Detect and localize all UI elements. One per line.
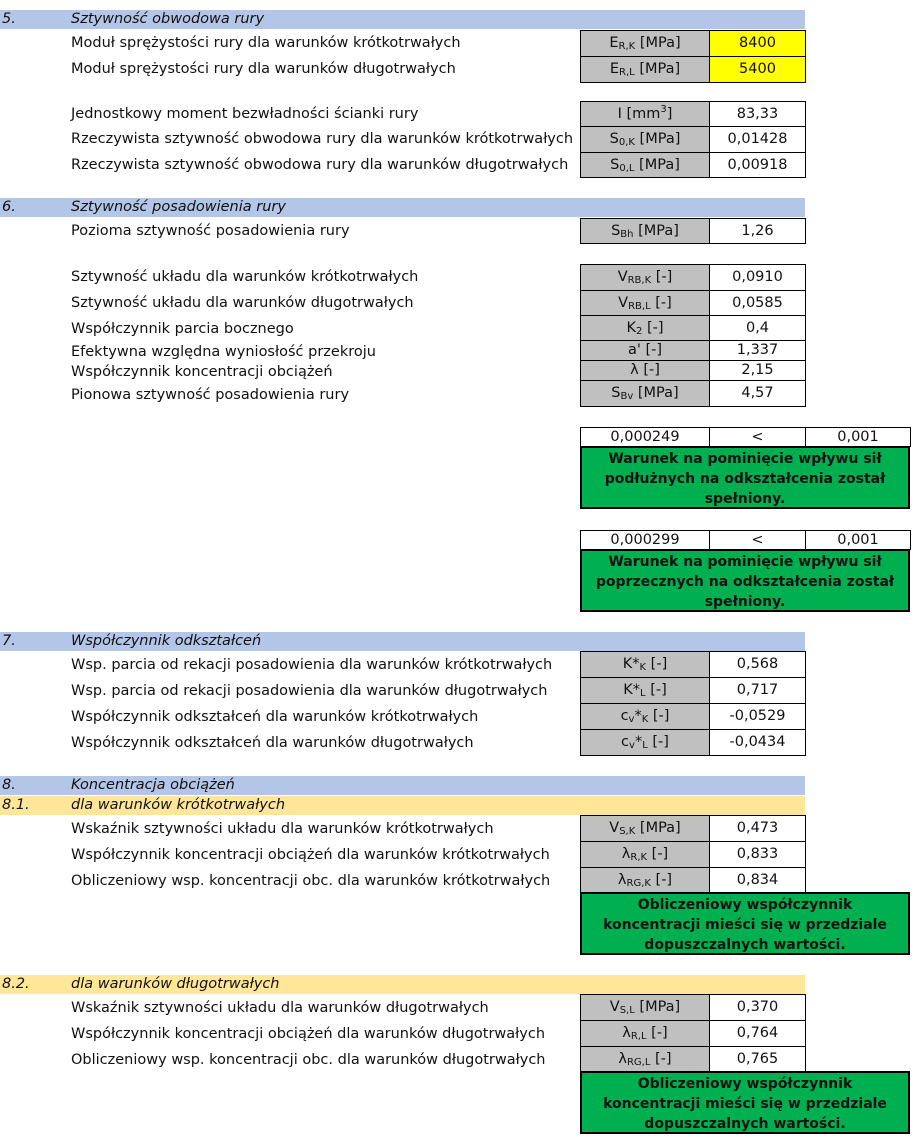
value-cell: 0,568 (709, 651, 806, 678)
subsection-number: 8.1. (2, 797, 30, 813)
row-label: Obliczeniowy wsp. koncentracji obc. dla warunków krótkotrwałych (71, 873, 551, 889)
value-cell: 0,01428 (709, 126, 806, 153)
symbol-cell: $S_{0,L}$ [MPa] (580, 152, 710, 178)
row-label: Wskaźnik sztywności układu dla warunków krótkotrwałych (71, 821, 494, 837)
symbol-cell: $\lambda_{RG,K}$ [-] (580, 867, 710, 894)
symbol-cell: $c_v*_K$ [-] (580, 703, 710, 730)
row-label: Współczynnik koncentracji obciążeń dla warunków długotrwałych (71, 1026, 546, 1042)
input-value-cell[interactable]: 5400 (709, 56, 806, 83)
symbol-cell: $c_v*_L$ [-] (580, 729, 710, 756)
row-label: Wskaźnik sztywności układu dla warunków długotrwałych (71, 1000, 489, 1016)
symbol-cell: $K*_K$ [-] (580, 651, 710, 678)
value-cell: 0,765 (709, 1046, 806, 1073)
value-cell: 0,834 (709, 867, 806, 894)
value-cell: 0,473 (709, 815, 806, 842)
symbol-cell: $S_{Bh}$ [MPa] (580, 218, 710, 244)
subsection-title: dla warunków krótkotrwałych (71, 797, 286, 813)
value-cell: 0,833 (709, 841, 806, 868)
row-label: Obliczeniowy wsp. koncentracji obc. dla warunków długotrwałych (71, 1052, 546, 1068)
symbol-cell: $\lambda_{RG,L}$ [-] (580, 1046, 710, 1073)
concentration-ok-message: Obliczeniowy współczynnik koncentracji mieści się w przedziale dopuszczalnych wartości. (580, 892, 910, 955)
section-title: Współczynnik odkształceń (71, 633, 262, 649)
subsection-title: dla warunków długotrwałych (71, 976, 280, 992)
row-label: Rzeczywista sztywność obwodowa rury dla warunków krótkotrwałych (71, 131, 574, 147)
row-label: Sztywność układu dla warunków długotrwałych (71, 295, 414, 311)
row-label: Współczynnik koncentracji obciążeń (71, 364, 333, 380)
value-cell: -0,0529 (709, 703, 806, 730)
row-label: Wsp. parcia od rekacji posadowienia dla warunków długotrwałych (71, 683, 548, 699)
symbol-cell: $\lambda_{R,K}$ [-] (580, 841, 710, 868)
symbol-cell: $\lambda_{R,L}$ [-] (580, 1020, 710, 1047)
symbol-cell: $S_{Bv}$ [MPa] (580, 380, 710, 407)
row-label: Współczynnik odkształceń dla warunków krótkotrwałych (71, 709, 479, 725)
concentration-ok-message: Obliczeniowy współczynnik koncentracji mieści się w przedziale dopuszczalnych wartości. (580, 1071, 910, 1134)
check-left-value: 0,000249 (580, 427, 710, 447)
value-cell: 83,33 (709, 101, 806, 127)
value-cell: 0,370 (709, 994, 806, 1021)
section-title: Koncentracja obciążeń (71, 777, 235, 793)
row-label: Współczynnik koncentracji obciążeń dla warunków krótkotrwałych (71, 847, 550, 863)
row-label: Wsp. parcia od rekacji posadowienia dla warunków krótkotrwałych (71, 657, 553, 673)
row-label: Moduł sprężystości rury dla warunków długotrwałych (71, 61, 456, 77)
value-cell: 0,4 (709, 315, 806, 341)
section-number: 5. (2, 11, 16, 27)
value-cell: 0,0585 (709, 290, 806, 316)
row-label: Jednostkowy moment bezwładności ścianki rury (71, 106, 419, 122)
check-operator: < (709, 530, 806, 550)
section-title: Sztywność posadowienia rury (71, 199, 286, 215)
symbol-cell: I $[mm^3]$ (580, 101, 710, 127)
subsection-8-1-header (0, 796, 805, 815)
row-label: Pozioma sztywność posadowienia rury (71, 223, 350, 239)
symbol-cell: $S_{0,K}$ [MPa] (580, 126, 710, 153)
row-label: Pionowa sztywność posadowienia rury (71, 387, 350, 403)
section-7-header (0, 632, 805, 651)
row-label: Moduł sprężystości rury dla warunków krótkotrwałych (71, 35, 461, 51)
section-title: Sztywność obwodowa rury (71, 11, 265, 27)
row-label: Sztywność układu dla warunków krótkotrwałych (71, 269, 419, 285)
section-number: 7. (2, 633, 16, 649)
value-cell: 1,26 (709, 218, 806, 244)
symbol-cell: a' [-] (580, 340, 710, 361)
symbol-cell: $E_{R,L}$ [MPa] (580, 56, 710, 83)
value-cell: 2,15 (709, 360, 806, 381)
check-ok-message: Warunek na pominięcie wpływu sił podłużnych na odkształcenia został spełniony. (580, 446, 910, 509)
value-cell: 0,764 (709, 1020, 806, 1047)
input-value-cell[interactable]: 8400 (709, 30, 806, 57)
symbol-cell: $V_{RB,K}$ [-] (580, 264, 710, 291)
symbol-cell: $V_{S,K}$ [MPa] (580, 815, 710, 842)
section-5-header (0, 10, 805, 29)
value-cell: 0,717 (709, 677, 806, 704)
section-8-header (0, 776, 805, 795)
value-cell: 0,0910 (709, 264, 806, 291)
check-right-value: 0,001 (805, 530, 911, 550)
value-cell: 0,00918 (709, 152, 806, 178)
row-label: Rzeczywista sztywność obwodowa rury dla warunków długotrwałych (71, 157, 569, 173)
check-ok-message: Warunek na pominięcie wpływu sił poprzecznych na odkształcenia został spełniony. (580, 549, 910, 612)
subsection-8-2-header (0, 975, 805, 994)
section-number: 6. (2, 199, 16, 215)
check-right-value: 0,001 (805, 427, 911, 447)
check-operator: < (709, 427, 806, 447)
value-cell: 1,337 (709, 340, 806, 361)
row-label: Efektywna względna wyniosłość przekroju (71, 344, 376, 360)
section-number: 8. (2, 777, 16, 793)
row-label: Współczynnik parcia bocznego (71, 321, 294, 337)
symbol-cell: $E_{R,K}$ [MPa] (580, 30, 710, 57)
check-left-value: 0,000299 (580, 530, 710, 550)
value-cell: 4,57 (709, 380, 806, 407)
section-6-header (0, 198, 805, 217)
symbol-cell: $V_{S,L}$ [MPa] (580, 994, 710, 1021)
symbol-cell: $K_2$ [-] (580, 315, 710, 341)
symbol-cell: $V_{RB,L}$ [-] (580, 290, 710, 316)
subsection-number: 8.2. (2, 976, 30, 992)
symbol-cell: $K*_L$ [-] (580, 677, 710, 704)
row-label: Współczynnik odkształceń dla warunków długotrwałych (71, 735, 474, 751)
value-cell: -0,0434 (709, 729, 806, 756)
symbol-cell: λ [-] (580, 360, 710, 381)
